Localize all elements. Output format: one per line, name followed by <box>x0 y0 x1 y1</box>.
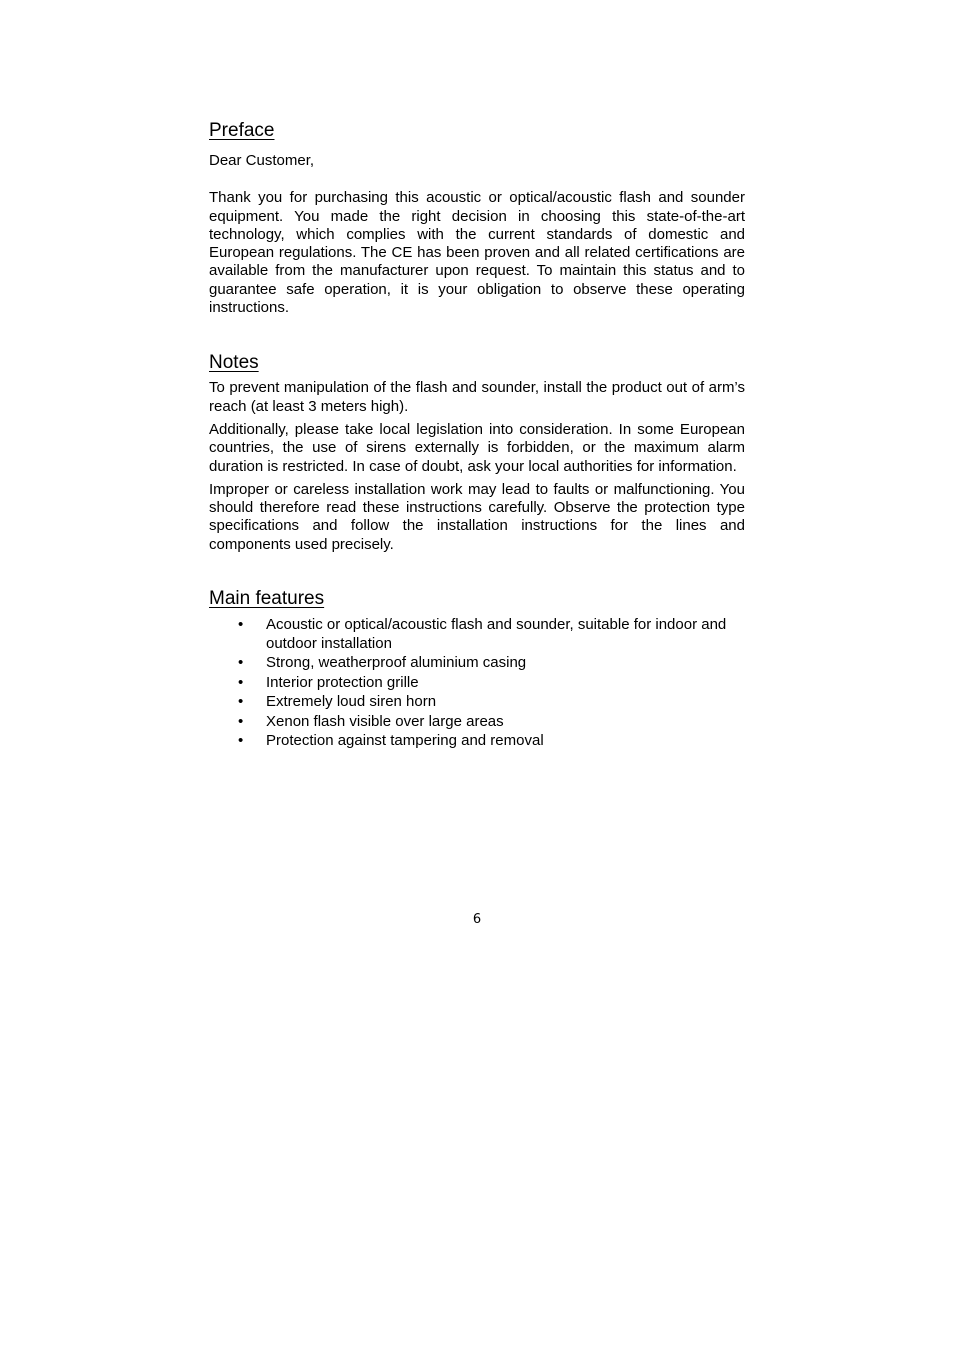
feature-text: Strong, weatherproof aluminium casing <box>266 654 527 672</box>
notes-paragraph: Improper or careless installation work may lead to faults or malfunctioning. You should therefore read these instructions carefully. Observe the protection type specifications and follow the installation instructions for the lines and components used precisely. <box>209 480 745 553</box>
feature-text: Xenon flash visible over large areas <box>266 712 504 730</box>
bullet-icon: • <box>238 616 244 634</box>
notes-heading: Notes <box>209 352 259 374</box>
preface-body: Thank you for purchasing this acoustic or optical/acoustic flash and sounder equipment. You made the right decision in choosing this state-of-the-art technology, which complies with the current standards of domestic and European regulations. The CE has been proven and all related certifications are available from the manufacturer upon request. To maintain this status and to guarantee safe operation, it is your obligation to observe these operating instructions. <box>209 189 745 317</box>
page-number: 6 <box>472 912 482 927</box>
feature-list-item <box>209 654 745 673</box>
feature-list-item <box>209 674 745 693</box>
notes-paragraph: To prevent manipulation of the flash and sounder, install the product out of arm’s reach (at least 3 meters high). <box>209 379 745 415</box>
document-page-content <box>209 118 745 752</box>
bullet-icon: • <box>238 693 244 711</box>
main-features-heading: Main features <box>209 588 325 610</box>
feature-list-item <box>209 693 745 712</box>
bullet-icon: • <box>238 712 244 730</box>
bullet-icon: • <box>238 732 244 750</box>
feature-text: Interior protection grille <box>266 673 419 691</box>
feature-text: Extremely loud siren horn <box>266 693 437 711</box>
feature-text: Acoustic or optical/acoustic flash and sounder, suitable for indoor and outdoor installation <box>266 616 727 652</box>
notes-paragraph: Additionally, please take local legislation into consideration. In some European countries, the use of sirens externally is forbidden, or the maximum alarm duration is restricted. In case of doubt, ask your local authorities for information. <box>209 420 745 475</box>
feature-list-item <box>209 732 745 751</box>
salutation: Dear Customer, <box>209 152 315 169</box>
features-list <box>209 616 745 751</box>
feature-list-item <box>209 616 745 653</box>
bullet-icon: • <box>238 673 244 691</box>
bullet-icon: • <box>238 654 244 672</box>
feature-list-item <box>209 713 745 732</box>
preface-heading: Preface <box>209 120 275 141</box>
feature-text: Protection against tampering and removal <box>266 732 544 750</box>
